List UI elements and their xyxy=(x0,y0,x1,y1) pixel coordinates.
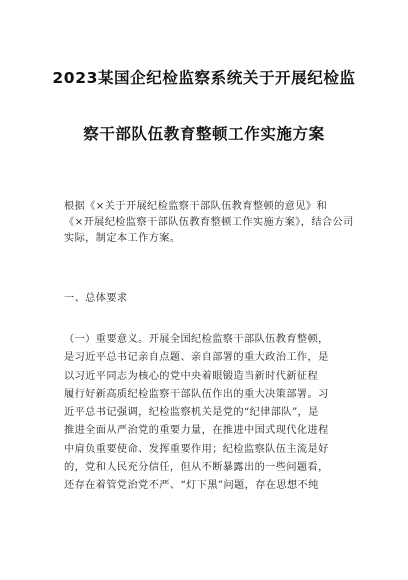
intro-line: 《×开展纪检监察干部队伍教育整顿工作实施方案》，结合公司 xyxy=(64,217,354,228)
paragraph-line: 是习近平总书记亲自点题、亲自部署的重大政治工作，是 xyxy=(64,352,329,364)
intro-paragraph xyxy=(64,199,354,247)
paragraph-line: 的，党和人民充分信任，但从不断暴露出的一些问题看， xyxy=(64,462,329,474)
paragraph-line: 履行好新高质纪检监察干部队伍作出的重大决策部署。习 xyxy=(64,388,329,400)
paragraph-line: 还存在着管党治党不严、“灯下黑”问题，存在思想不纯 xyxy=(64,480,319,492)
paragraph-line: 以习近平同志为核心的党中央着眼锻造当新时代新征程 xyxy=(64,370,319,382)
section-heading-general-requirements: 一、总体要求 xyxy=(64,293,128,304)
paragraph-line: 中肩负重要使命、发挥重要作用；纪检监察队伍主流是好 xyxy=(64,443,329,455)
importance-paragraph xyxy=(64,331,354,496)
document-title-line-1: 2023某国企纪检监察系统关于开展纪检监 xyxy=(52,69,356,87)
intro-line: 实际，制定本工作方案。 xyxy=(64,233,181,244)
intro-line: 根据《×关于开展纪检监察干部队伍教育整顿的意见》和 xyxy=(64,201,328,212)
paragraph-line: 推进全面从严治党的重要力量，在推进中国式现代化进程 xyxy=(64,425,329,437)
paragraph-line: （一）重要意义。开展全国纪检监察干部队伍教育整顿， xyxy=(64,334,329,345)
document-title-line-2: 察干部队伍教育整顿工作实施方案 xyxy=(83,125,325,143)
paragraph-line: 近平总书记强调，纪检监察机关是党的“纪律部队”，是 xyxy=(64,407,319,419)
